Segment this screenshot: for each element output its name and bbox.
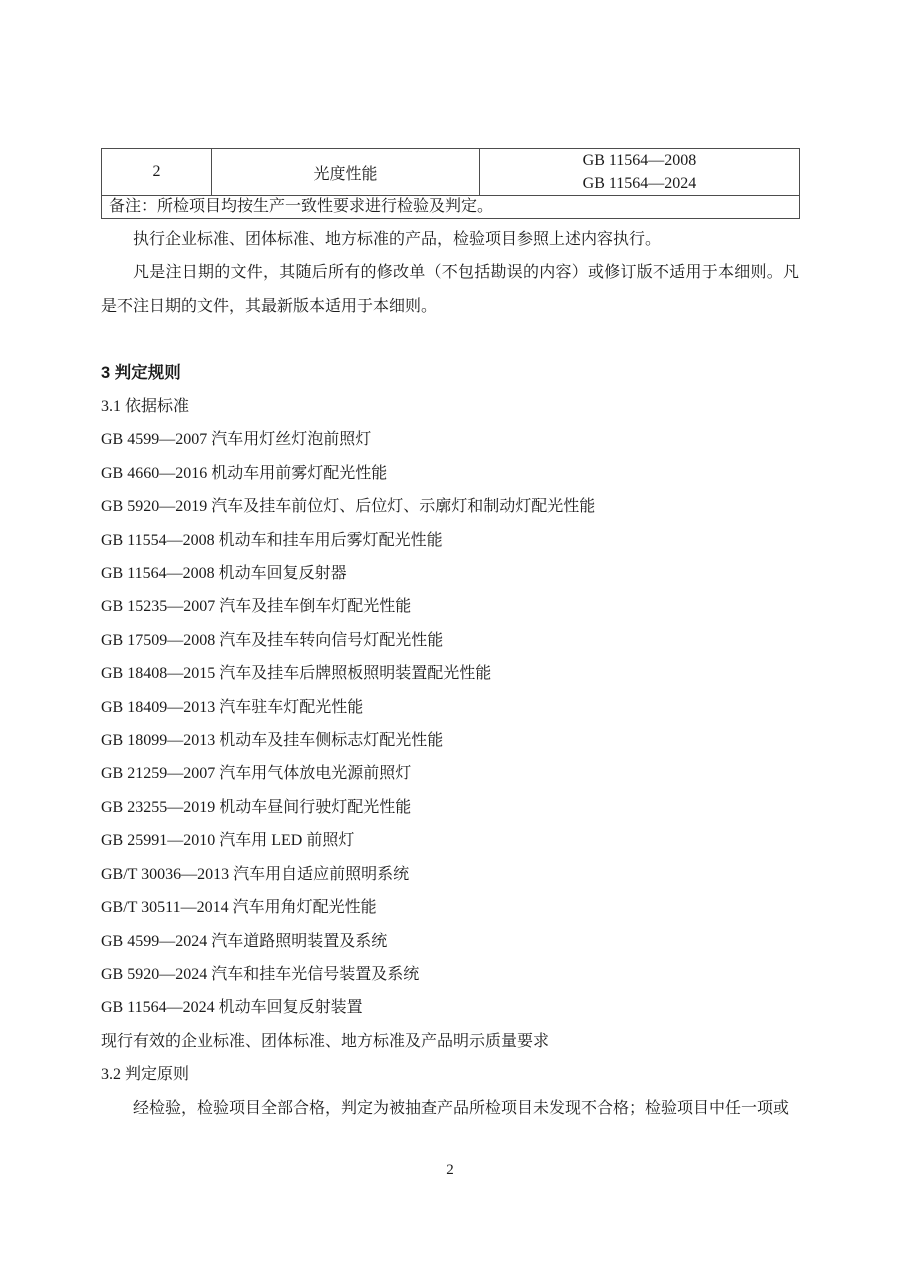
standard-item: GB 25991—2010 汽车用 LED 前照灯 — [101, 832, 355, 850]
standard-item: GB 21259—2007 汽车用气体放电光源前照灯 — [101, 765, 412, 783]
standard-item: GB 4660—2016 机动车用前雾灯配光性能 — [101, 464, 388, 482]
standard-item: GB 11554—2008 机动车和挂车用后雾灯配光性能 — [101, 531, 443, 549]
standard-item: GB 11564—2008 机动车回复反射器 — [101, 565, 347, 583]
standard-item: GB 4599—2007 汽车用灯丝灯泡前照灯 — [101, 431, 372, 449]
paragraph: 经检验，检验项目全部合格，判定为被抽查产品所检项目未发现不合格；检验项目中任一项或 — [133, 1099, 790, 1117]
standard-item: GB 17509—2008 汽车及挂车转向信号灯配光性能 — [101, 631, 444, 649]
paragraph: 执行企业标准、团体标准、地方标准的产品，检验项目参照上述内容执行。 — [133, 231, 662, 248]
standard-item: GB/T 30511—2014 汽车用角灯配光性能 — [101, 899, 377, 917]
standard-item: GB 15235—2007 汽车及挂车倒车灯配光性能 — [101, 598, 412, 616]
standard-item: GB 4599—2024 汽车道路照明装置及系统 — [101, 932, 388, 950]
standard-item: GB 23255—2019 机动车昼间行驶灯配光性能 — [101, 798, 412, 816]
document-body — [101, 223, 799, 1125]
standard-item: GB 5920—2024 汽车和挂车光信号装置及系统 — [101, 965, 420, 983]
standard-ref-line: GB 11564—2024 — [582, 175, 697, 192]
paragraph: 凡是注日期的文件，其随后所有的修改单（不包括勘误的内容）或修订版不适用于本细则。凡是不注日期的文件，其最新版本适用于本细则。 — [101, 264, 799, 315]
inspection-items-table — [101, 148, 800, 219]
standard-item: GB 18409—2013 汽车驻车灯配光性能 — [101, 698, 364, 716]
standard-item: GB 18408—2015 汽车及挂车后牌照板照明装置配光性能 — [101, 665, 492, 683]
table-cell-item-name: 光度性能 — [212, 149, 480, 196]
section-3-1-heading: 3.1 依据标准 — [101, 398, 190, 416]
page-number: 2 — [446, 1162, 454, 1178]
table-note: 备注：所检项目均按生产一致性要求进行检验及判定。 — [102, 196, 800, 219]
section-3-heading: 3 判定规则 — [101, 363, 181, 382]
standards-note-item: 现行有效的企业标准、团体标准、地方标准及产品明示质量要求 — [101, 1032, 550, 1050]
table-row — [102, 196, 800, 219]
standard-item: GB 11564—2024 机动车回复反射装置 — [101, 999, 363, 1017]
standard-item: GB 18099—2013 机动车及挂车侧标志灯配光性能 — [101, 732, 444, 750]
section-3-2-heading: 3.2 判定原则 — [101, 1066, 190, 1084]
table-cell-sequence: 2 — [102, 149, 212, 196]
standard-ref-line: GB 11564—2008 — [582, 152, 697, 169]
standard-item: GB/T 30036—2013 汽车用自适应前照明系统 — [101, 865, 410, 883]
standard-item: GB 5920—2019 汽车及挂车前位灯、后位灯、示廓灯和制动灯配光性能 — [101, 498, 596, 516]
table-row — [102, 149, 800, 196]
table-cell-standards — [480, 149, 800, 196]
